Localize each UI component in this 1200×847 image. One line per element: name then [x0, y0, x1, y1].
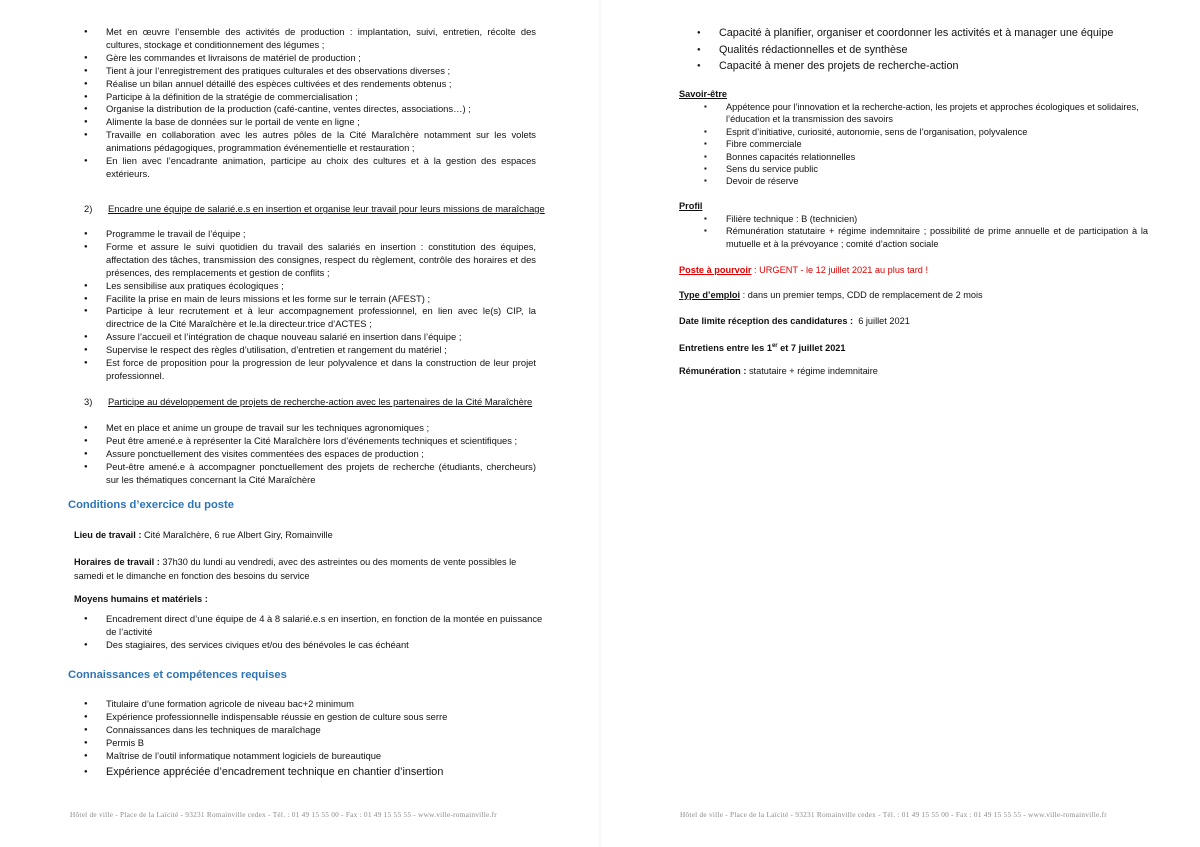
poste-value: : URGENT - le 12 juillet 2021 au plus tard ! — [751, 265, 929, 275]
list-item: ● Maîtrise de l’outil informatique notamment logiciels de bureautique — [84, 750, 544, 763]
footer-address: Hôtel de ville - Place de la Laïcité - 93231 Romainville cedex - Tél. : 01 49 15 55 00 - Fax : 01 49 15 55 55 - www.ville-romainville.fr — [70, 810, 497, 819]
activities-list — [84, 26, 536, 181]
list-item: ● Organise la distribution de la production (café-cantine, ventes directes, associations…) ; — [84, 103, 536, 116]
date-limite-value: 6 juillet 2021 — [853, 316, 910, 326]
lieu-label: Lieu de travail : — [74, 530, 142, 540]
list-item: ▪ Rémunération statutaire + régime indemnitaire ; possibilité de prime annuelle et de participation à la mutuelle et à la prévoyance ; comité d’action sociale — [704, 225, 1148, 250]
competences-list — [84, 698, 544, 763]
list-item: ● Travaille en collaboration avec les autres pôles de la Cité Maraîchère notamment sur les volets animations pédagogiques, programmation événementielle et restauration ; — [84, 129, 536, 155]
list-item: ● Permis B — [84, 737, 544, 750]
lieu-de-travail — [74, 529, 534, 543]
list-item: ● Participe à la définition de la stratégie de commercialisation ; — [84, 91, 536, 104]
list-item: ● Supervise le respect des règles d’utilisation, d’entretien et rangement du matériel ; — [84, 344, 536, 357]
list-item: ● Peut être amené.e à représenter la Cité Maraîchère lors d’événements techniques et scientifiques ; — [84, 435, 536, 448]
savoir-etre-list — [704, 101, 1150, 188]
list-item: ● Capacité à planifier, organiser et coordonner les activités et à manager une équipe — [697, 25, 1157, 42]
date-limite — [679, 315, 910, 329]
profil-title: Profil — [679, 201, 703, 211]
list-item: ● Réalise un bilan annuel détaillé des espèces cultivées et des rendements obtenus ; — [84, 78, 536, 91]
list-item: ● Des stagiaires, des services civiques et/ou des bénévoles le cas échéant — [84, 639, 544, 652]
list-item: ● Expérience professionnelle indispensable réussie en gestion de culture sous serre — [84, 711, 544, 724]
list-item: ● Tient à jour l’enregistrement des pratiques culturales et des observations diverses ; — [84, 65, 536, 78]
mission-3-title: Participe au développement de projets de recherche-action avec les partenaires de la Cité Maraîchère — [108, 396, 533, 407]
list-item: ● Est force de proposition pour la progression de leur polyvalence et dans la construction de leur projet professionnel. — [84, 357, 536, 383]
remuneration — [679, 365, 878, 379]
mission-2-heading — [84, 203, 545, 214]
list-item: ▪ Appétence pour l’innovation et la recherche-action, les projets et approches écologiques et solidaires, l’éducation et la transmission des savoirs — [704, 101, 1150, 126]
list-item: ● Expérience appréciée d’encadrement technique en chantier d’insertion — [84, 764, 544, 781]
list-item: ● Encadrement direct d’une équipe de 4 à 8 salarié.e.s en insertion, en fonction de la montée en puissance de l’activité — [84, 613, 544, 639]
list-item: ● Gère les commandes et livraisons de matériel de production ; — [84, 52, 536, 65]
moyens-label: Moyens humains et matériels : — [74, 594, 208, 604]
list-item: ● En lien avec l’encadrante animation, participe au choix des cultures et à la gestion des espaces extérieurs. — [84, 155, 536, 181]
competences-heading: Connaissances et compétences requises — [68, 669, 287, 681]
mission-2-title: Encadre une équipe de salarié.e.s en insertion et organise leur travail pour leurs missions de maraîchage — [108, 203, 545, 214]
profil-list — [704, 213, 1148, 250]
capacities-list — [697, 25, 1157, 75]
profil-heading — [679, 200, 702, 214]
horaires-label: Horaires de travail : — [74, 557, 160, 567]
remuneration-label: Rémunération : — [679, 366, 747, 376]
list-item: ▪ Sens du service public — [704, 163, 1150, 175]
horaires-value: 37h30 du lundi au vendredi, avec des astreintes ou des moments de vente possibles le samedi et le dimanche en fonction des besoins du service — [74, 557, 517, 581]
entretiens-part1: Entretiens entre les 1 — [679, 343, 772, 354]
list-item: ▪ Filière technique : B (technicien) — [704, 213, 1148, 225]
entretiens-part2: et 7 juillet 2021 — [777, 343, 846, 354]
list-item: ● Forme et assure le suivi quotidien du travail des salariés en insertion : constitution des équipes, affectation des tâches, transmission des consignes, respect du règlement, contrôle des horaires et des présences, des remplacements et gestion de conflits ; — [84, 241, 536, 280]
list-item: ● Assure ponctuellement des visites commentées des espaces de production ; — [84, 448, 536, 461]
type-emploi — [679, 289, 983, 303]
mission-3-list — [84, 422, 536, 487]
list-item: ● Met en place et anime un groupe de travail sur les techniques agronomiques ; — [84, 422, 536, 435]
list-item: ● Capacité à mener des projets de recherche-action — [697, 58, 1157, 75]
conditions-heading: Conditions d’exercice du poste — [68, 499, 234, 511]
list-item: ● Alimente la base de données sur le portail de vente en ligne ; — [84, 116, 536, 129]
list-item: ▪ Esprit d’initiative, curiosité, autonomie, sens de l’organisation, polyvalence — [704, 126, 1150, 138]
lieu-value: Cité Maraîchère, 6 rue Albert Giry, Romainville — [141, 530, 333, 540]
savoir-etre-heading — [679, 88, 727, 102]
list-item: ● Met en œuvre l’ensemble des activités de production : implantation, suivi, entretien, récolte des cultures, stockage et conditionnement des légumes ; — [84, 26, 536, 52]
list-item: ● Qualités rédactionnelles et de synthèse — [697, 42, 1157, 59]
date-limite-label: Date limite réception des candidatures : — [679, 316, 854, 326]
poste-label: Poste à pourvoir — [679, 265, 752, 275]
list-item: ▪ Bonnes capacités relationnelles — [704, 151, 1150, 163]
footer-address: Hôtel de ville - Place de la Laïcité - 93231 Romainville cedex - Tél. : 01 49 15 55 00 - Fax : 01 49 15 55 55 - www.ville-romainville.fr — [680, 810, 1107, 819]
list-item: ▪ Devoir de réserve — [704, 175, 1150, 187]
list-item: ● Les sensibilise aux pratiques écologiques ; — [84, 280, 536, 293]
emploi-value: : dans un premier temps, CDD de remplacement de 2 mois — [740, 290, 983, 300]
savoir-etre-title: Savoir-être — [679, 89, 728, 99]
mission-2-number: 2) — [84, 203, 93, 214]
entretiens-sup: er — [771, 343, 778, 349]
list-item: ● Assure l’accueil et l’intégration de chaque nouveau salarié en insertion dans l’équipe ; — [84, 331, 536, 344]
mission-2-list — [84, 228, 536, 383]
list-item: ● Programme le travail de l’équipe ; — [84, 228, 536, 241]
right-page — [600, 0, 1200, 847]
list-item: ● Participe à leur recrutement et à leur accompagnement professionnel, en lien avec le(s) CIP, la directrice de la Cité Maraîchère et le.la directeur.trice d’ACTES ; — [84, 305, 536, 331]
list-item: ● Connaissances dans les techniques de maraîchage — [84, 724, 544, 737]
mission-3-heading — [84, 396, 532, 407]
list-item: ▪ Fibre commerciale — [704, 138, 1150, 150]
list-item: ● Facilite la prise en main de leurs missions et les forme sur le terrain (AFEST) ; — [84, 293, 536, 306]
mission-3-number: 3) — [84, 396, 93, 407]
competences-last — [84, 764, 544, 781]
horaires-de-travail — [74, 556, 529, 583]
list-item: ● Titulaire d’une formation agricole de niveau bac+2 minimum — [84, 698, 544, 711]
moyens-list — [84, 613, 544, 652]
moyens-humains — [74, 593, 208, 607]
poste-a-pourvoir — [679, 264, 928, 278]
entretiens — [679, 340, 846, 356]
emploi-label: Type d’emploi — [679, 290, 741, 300]
remuneration-value: statutaire + régime indemnitaire — [746, 366, 878, 376]
list-item: ● Peut-être amené.e à accompagner ponctuellement des projets de recherche (étudiants, chercheurs) sur les thématiques concernant la Cité Maraîchère — [84, 461, 536, 487]
